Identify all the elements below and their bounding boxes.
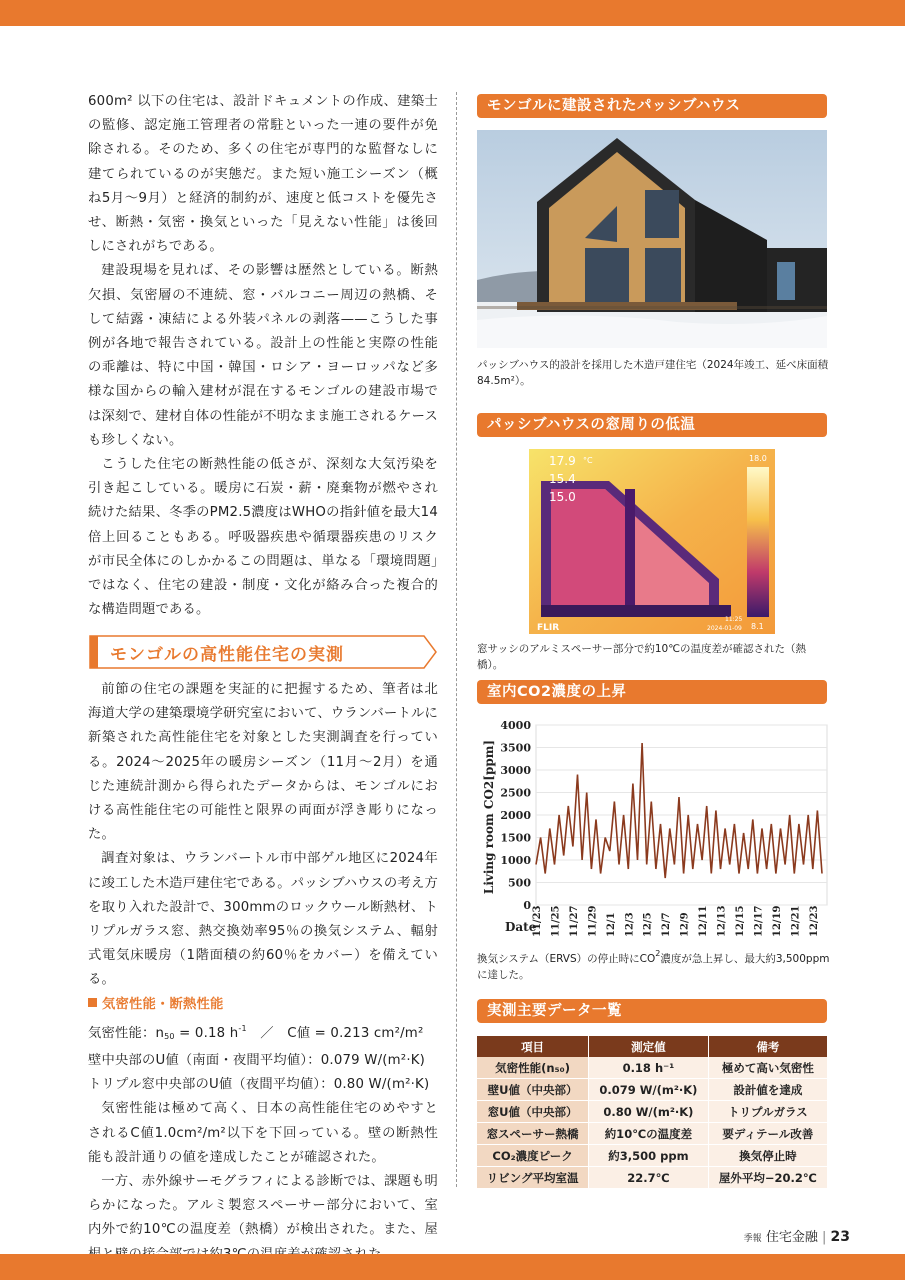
chart-x-tick-label: 11/29 xyxy=(587,905,599,937)
figure2-title: パッシブハウスの窓周りの低温 xyxy=(477,413,827,437)
bottom-color-band xyxy=(0,1254,905,1280)
chart-y-ticks xyxy=(500,719,531,912)
table-cell-item: 壁U値（中央部） xyxy=(477,1079,589,1101)
chart-x-tick-label: 12/7 xyxy=(661,912,673,937)
thermal-scale-min: 8.1 xyxy=(751,622,764,631)
passive-house-photo xyxy=(477,130,827,348)
thermal-reading-3: 15.0 xyxy=(549,490,576,504)
table-header-value: 測定値 xyxy=(589,1036,709,1057)
chart-x-tick-label: 11/27 xyxy=(568,905,580,937)
chart-x-tick-label: 12/23 xyxy=(808,905,820,937)
table-row xyxy=(477,1101,827,1123)
section-heading-text: モンゴルの高性能住宅の実測 xyxy=(110,645,344,665)
thermal-brand: FLIR xyxy=(537,623,560,633)
figure1-caption: パッシブハウス的設計を採用した木造戸建住宅（2024年竣工、延べ床面積84.5m²）。 xyxy=(477,359,829,387)
chart-y-tick-label: 3500 xyxy=(500,741,531,755)
figure3-title: 室内CO2濃度の上昇 xyxy=(477,680,827,704)
footer-publication: 住宅金融 xyxy=(765,1230,818,1245)
thermal-reading-2: 15.4 xyxy=(549,472,576,486)
thermal-image xyxy=(529,449,775,634)
column-divider xyxy=(456,92,457,1187)
chart-x-axis-label: Date xyxy=(505,920,537,934)
airtightness-line: 気密性能：$n_{50} = 0.18$ $h^{-1}$ ／ C値 = 0.213 cm²/m² xyxy=(88,1023,424,1041)
chart-y-tick-label: 2000 xyxy=(500,809,531,822)
window-u-value-line: トリプル窓中央部のU値（夜間平均値）：0.80 W/(m²·K) xyxy=(88,1077,430,1093)
subheading xyxy=(88,993,438,1017)
table-cell-note: 換気停止時 xyxy=(708,1145,827,1167)
paragraph-2: 建設現場を見れば、その影響は歴然としている。断熱欠損、気密層の不連続、窓・バルコニー周辺の熱橋、そして結露・凍結による外装パネルの剥落——こうした事例が各地で報告されている。設計上の性能と実際の性能の乖離は、特に中国・韓国・ロシア・ヨーロッパなど多様な国からの輸入建材が混在するモンゴルの建設市場では深刻で、建材自体の性能が不明なまま施工されるケースも珍しくない。 xyxy=(88,263,438,448)
table-header-item: 項目 xyxy=(477,1036,589,1057)
chart-y-axis-label: Living room CO2[ppm] xyxy=(482,739,496,895)
table-header-note: 備考 xyxy=(708,1036,827,1057)
table-row xyxy=(477,1167,827,1189)
section-paragraph-2: 調査対象は、ウランバートル市中部ゲル地区に2024年に竣工した木造戸建住宅である。パッシブハウスの考え方を取り入れた設計で、300mmのロックウール断熱材、トリプルガラス窓、熱交換効率95％の換気システム、輻射式電気床暖房（1階面積の約60％をカバー）を備えている。 xyxy=(88,851,438,988)
figure2-caption: 窓サッシのアルミスペーサー部分で約10℃の温度差が確認された（熱橋）。 xyxy=(477,643,807,671)
chart-y-tick-label: 3000 xyxy=(500,764,531,777)
footer-separator: | xyxy=(821,1230,827,1245)
square-bullet-icon xyxy=(88,998,97,1007)
thermal-date: 2024-01-09 xyxy=(707,625,742,632)
chart-x-tick-label: 12/3 xyxy=(624,912,636,937)
chart-x-tick-label: 12/11 xyxy=(698,905,710,937)
chart-y-tick-label: 2500 xyxy=(500,786,531,800)
thermal-time: 11:25 xyxy=(725,616,743,623)
table-cell-value: 0.18 h⁻¹ xyxy=(589,1057,709,1079)
table-cell-note: 設計値を達成 xyxy=(708,1079,827,1101)
wall-u-value-line: 壁中央部のU値（南面・夜間平均値）：0.079 W/(m²·K) xyxy=(88,1053,426,1069)
measurement-table xyxy=(477,1036,827,1189)
subheading-text: 気密性能・断熱性能 xyxy=(102,996,224,1012)
table-cell-item: リビング平均室温 xyxy=(477,1167,589,1189)
page-number: 23 xyxy=(830,1229,850,1245)
thermal-reading-1: 17.9 xyxy=(549,454,576,468)
table-cell-item: 窓U値（中央部） xyxy=(477,1101,589,1123)
chart-x-tick-label: 12/9 xyxy=(679,912,691,937)
paragraph-3: こうした住宅の断熱性能の低さが、深刻な大気汚染を引き起こしている。暖房に石炭・薪・廃棄物が燃やされ続けた結果、冬季のPM2.5濃度はWHOの指針値を最大14倍上回ることもある。呼吸器疾患や循環器疾患のリスクが市民全体にのしかかるこの問題は、単なる「環境問題」ではなく、住宅の建設・制度・文化が絡み合った複合的な構造問題である。 xyxy=(88,457,438,618)
co2-line-chart xyxy=(477,713,829,941)
table-cell-value: 22.7℃ xyxy=(589,1167,709,1189)
chart-x-tick-label: 12/13 xyxy=(716,905,728,937)
chart-y-tick-label: 0 xyxy=(523,899,531,912)
table-row xyxy=(477,1057,827,1079)
table-cell-value: 0.079 W/(m²·K) xyxy=(589,1079,709,1101)
chart-y-tick-label: 1000 xyxy=(500,854,531,867)
section-paragraph-3: 気密性能は極めて高く、日本の高性能住宅のめやすとされるC値1.0cm²/m²以下を下回っている。壁の断熱性能も設計通りの値を達成したことが確認された。 xyxy=(88,1101,438,1165)
table-title: 実測主要データ一覧 xyxy=(477,999,827,1023)
section-paragraph-4: 一方、赤外線サーモグラフィによる診断では、課題も明らかになった。アルミ製窓スペーサー部分において、室内外で約10℃の温度差（熱橋）が検出された。また、屋 xyxy=(88,1174,438,1238)
chart-x-tick-label: 11/23 xyxy=(532,905,543,937)
thermal-unit: °C xyxy=(583,456,593,465)
table-header-row xyxy=(477,1036,827,1057)
table-cell-note: 要ディテール改善 xyxy=(708,1123,827,1145)
chart-y-tick-label: 500 xyxy=(508,876,531,890)
page-footer xyxy=(744,1226,850,1245)
table-cell-note: トリプルガラス xyxy=(708,1101,827,1123)
section-paragraph-1: 前節の住宅の課題を実証的に把握するため、筆者は北海道大学の建築環境学研究室において、ウランバートルに新築された高性能住宅を対象とした実測調査を行っている。2024〜2025年の暖房シーズン（11月〜2月）を通じた連続計測から得られたデータからは、モンゴルにおける高性能住宅の可能性と限界の両面が浮き彫りになった。 xyxy=(88,682,438,843)
chart-x-tick-label: 12/1 xyxy=(605,912,617,937)
footer-label-small: 季報 xyxy=(743,1234,762,1244)
table-cell-item: 気密性能(n₅₀) xyxy=(477,1057,589,1079)
chart-x-tick-label: 11/25 xyxy=(550,905,562,937)
chart-x-tick-label: 12/17 xyxy=(753,905,765,937)
chart-x-ticks xyxy=(532,905,820,937)
table-cell-note: 屋外平均−20.2℃ xyxy=(708,1167,827,1189)
table-row xyxy=(477,1079,827,1101)
top-color-band xyxy=(0,0,905,26)
chart-x-tick-label: 12/5 xyxy=(642,912,654,937)
table-cell-item: CO₂濃度ピーク xyxy=(477,1145,589,1167)
section-heading xyxy=(88,634,438,670)
chart-x-tick-label: 12/19 xyxy=(771,905,783,937)
table-cell-note: 極めて高い気密性 xyxy=(708,1057,827,1079)
paragraph-1: 600m² 以下の住宅は、設計ドキュメントの作成、建築士の監修、認定施工管理者の常駐といった一連の要件が免除される。そのため、多くの住宅が専門的な監督なしに建てられているのが実態だ。また短い施工シーズン（概ね5月〜9月）と経済的制約が、速度と低コストを優先させ、断熱・気密・換気といった「見えない性能」は後回しにされがちである。 xyxy=(88,94,438,255)
chart-y-tick-label: 1500 xyxy=(500,831,531,845)
left-column-text xyxy=(88,90,438,622)
section-body xyxy=(88,678,438,1267)
thermal-scale-max: 18.0 xyxy=(749,454,767,463)
table-cell-value: 約10℃の温度差 xyxy=(589,1123,709,1145)
chart-y-tick-label: 4000 xyxy=(500,719,531,732)
table-row xyxy=(477,1145,827,1167)
chart-x-tick-label: 12/15 xyxy=(734,905,746,937)
table-cell-value: 約3,500 ppm xyxy=(589,1145,709,1167)
table-row xyxy=(477,1123,827,1145)
chart-x-tick-label: 12/21 xyxy=(790,905,802,937)
figure1-title: モンゴルに建設されたパッシブハウス xyxy=(477,94,827,118)
figure3-caption: 換気システム（ERVS）の停止時に$CO^2$濃度が急上昇し、最大約3,500ppmに達した。 xyxy=(477,949,830,981)
table-cell-item: 窓スペーサー熱橋 xyxy=(477,1123,589,1145)
table-cell-value: 0.80 W/(m²·K) xyxy=(589,1101,709,1123)
